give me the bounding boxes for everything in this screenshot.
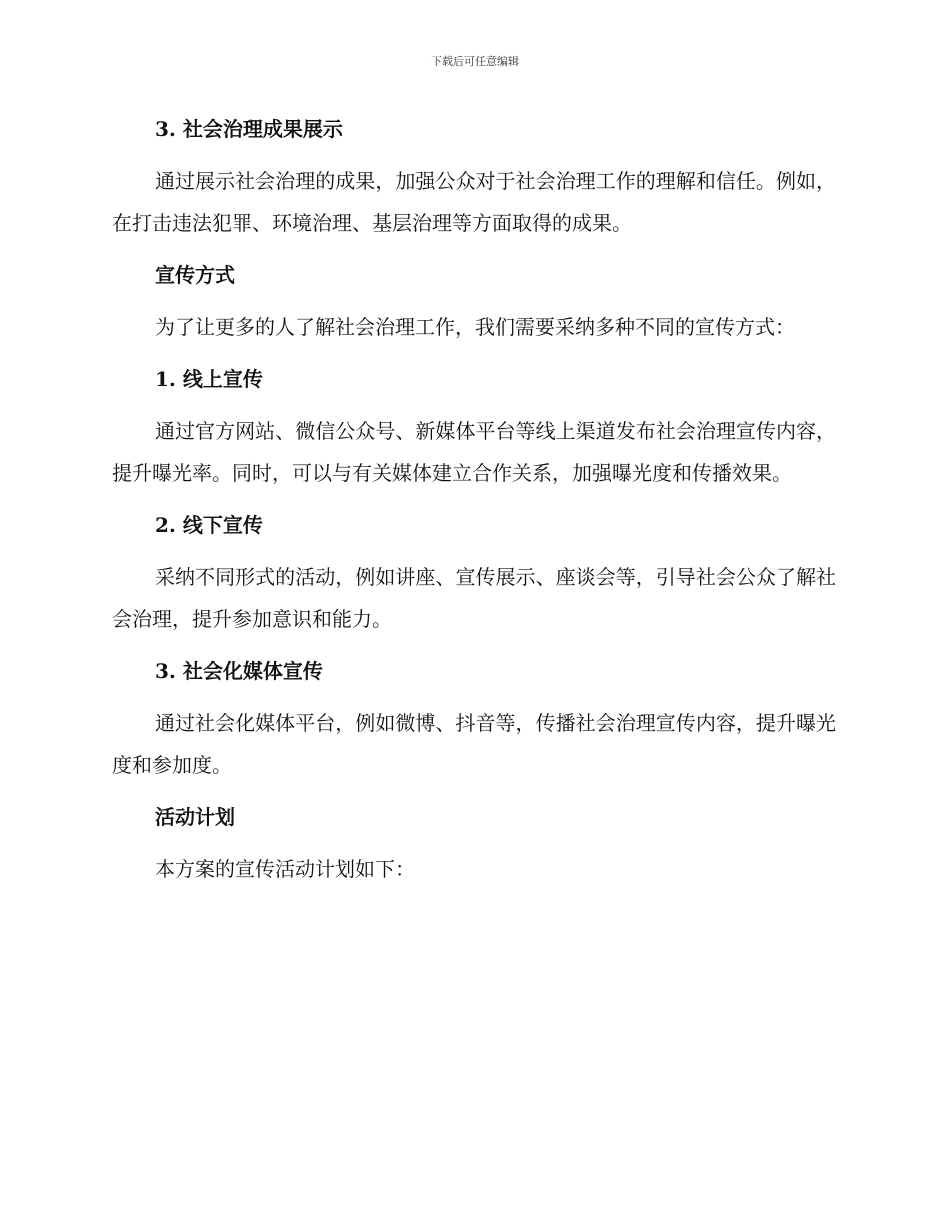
section-heading-methods: 宣传方式 [155, 263, 235, 287]
section-heading-achievements: 3. 社会治理成果展示 [155, 117, 343, 141]
section-heading-offline: 2. 线下宣传 [155, 513, 263, 537]
section-heading-activity-plan: 活动计划 [155, 805, 235, 829]
paragraph-achievements: 通过展示社会治理的成果，加强公众对于社会治理工作的理解和信任。例如，在打击违法犯罪、环境治理、基层治理等方面取得的成果。 [112, 169, 836, 235]
section-heading-online: 1. 线上宣传 [155, 367, 263, 391]
paragraph-social-media: 通过社会化媒体平台，例如微博、抖音等，传播社会治理宣传内容，提升曝光度和参加度。 [112, 711, 836, 777]
paragraph-activity-plan: 本方案的宣传活动计划如下： [155, 857, 415, 881]
page-header-note: 下载后可任意编辑 [431, 55, 519, 68]
document-body [112, 108, 836, 890]
paragraph-methods-intro: 为了让更多的人了解社会治理工作，我们需要采纳多种不同的宣传方式： [155, 315, 795, 339]
paragraph-offline: 采纳不同形式的活动，例如讲座、宣传展示、座谈会等，引导社会公众了解社会治理，提升参加意识和能力。 [112, 565, 836, 631]
paragraph-online: 通过官方网站、微信公众号、新媒体平台等线上渠道发布社会治理宣传内容，提升曝光率。同时，可以与有关媒体建立合作关系，加强曝光度和传播效果。 [112, 419, 836, 485]
section-heading-social-media: 3. 社会化媒体宣传 [155, 659, 323, 683]
